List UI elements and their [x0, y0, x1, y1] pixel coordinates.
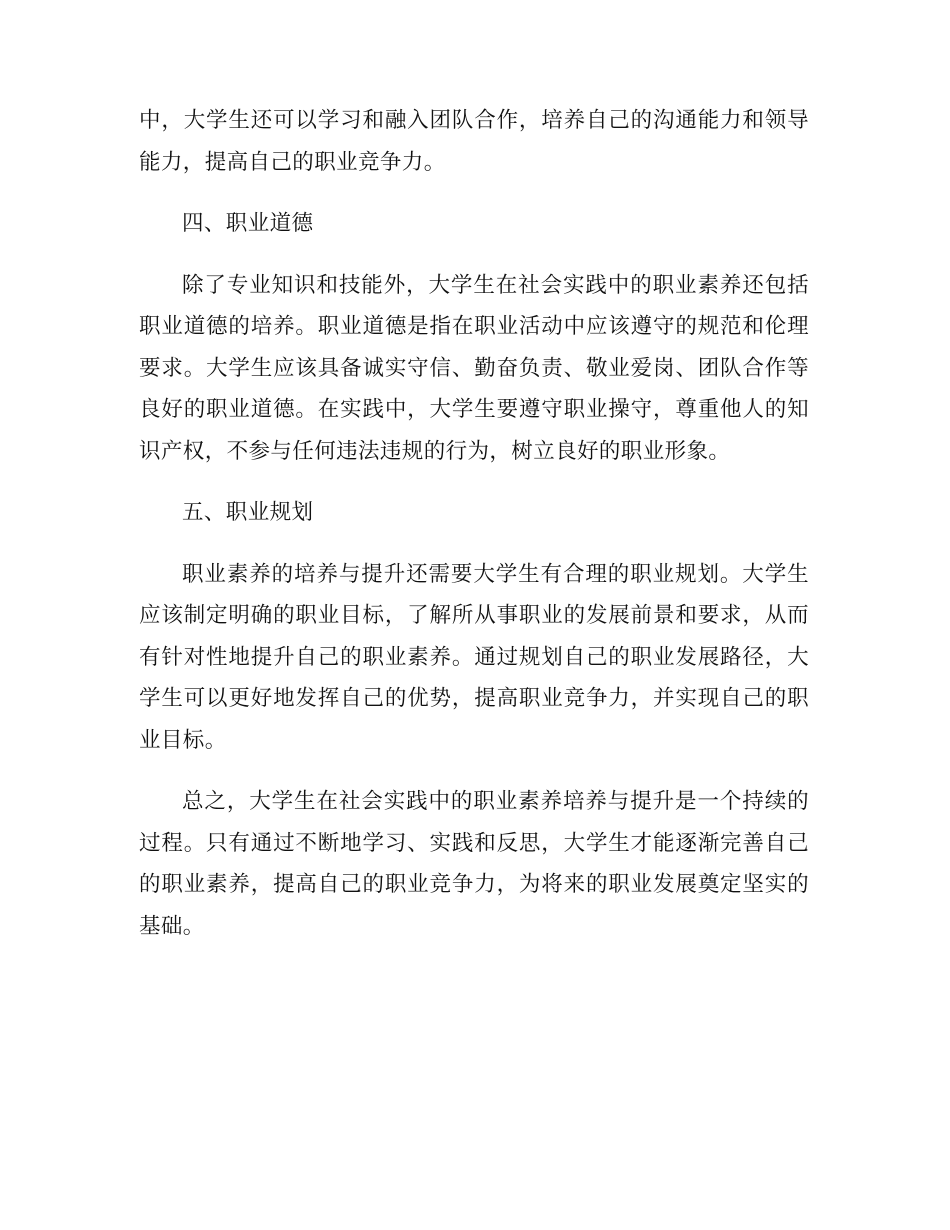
body-paragraph-continued: 中，大学生还可以学习和融入团队合作，培养自己的沟通能力和领导能力，提高自己的职业竞争力。 — [139, 108, 809, 175]
body-paragraph-ethics: 除了专业知识和技能外，大学生在社会实践中的职业素养还包括职业道德的培养。职业道德是指在职业活动中应该遵守的规范和伦理要求。大学生应该具备诚实守信、勤奋负责、敬业爱岗、团队合作等良好的职业道德。在实践中，大学生要遵守职业操守，尊重他人的知识产权，不参与任何违法违规的行为，树立良好的职业形象。 — [139, 272, 809, 464]
body-paragraph-planning: 职业素养的培养与提升还需要大学生有合理的职业规划。大学生应该制定明确的职业目标，了解所从事职业的发展前景和要求，从而有针对性地提升自己的职业素养。通过规划自己的职业发展路径，大学生可以更好地发挥自己的优势，提高职业竞争力，并实现自己的职业目标。 — [139, 561, 809, 753]
body-paragraph-conclusion: 总之，大学生在社会实践中的职业素养培养与提升是一个持续的过程。只有通过不断地学习、实践和反思，大学生才能逐渐完善自己的职业素养，提高自己的职业竞争力，为将来的职业发展奠定坚实的基础。 — [139, 789, 809, 939]
document-body — [139, 100, 809, 967]
section-heading-professional-ethics: 四、职业道德 — [182, 211, 314, 236]
section-heading-career-planning: 五、职业规划 — [182, 500, 314, 525]
